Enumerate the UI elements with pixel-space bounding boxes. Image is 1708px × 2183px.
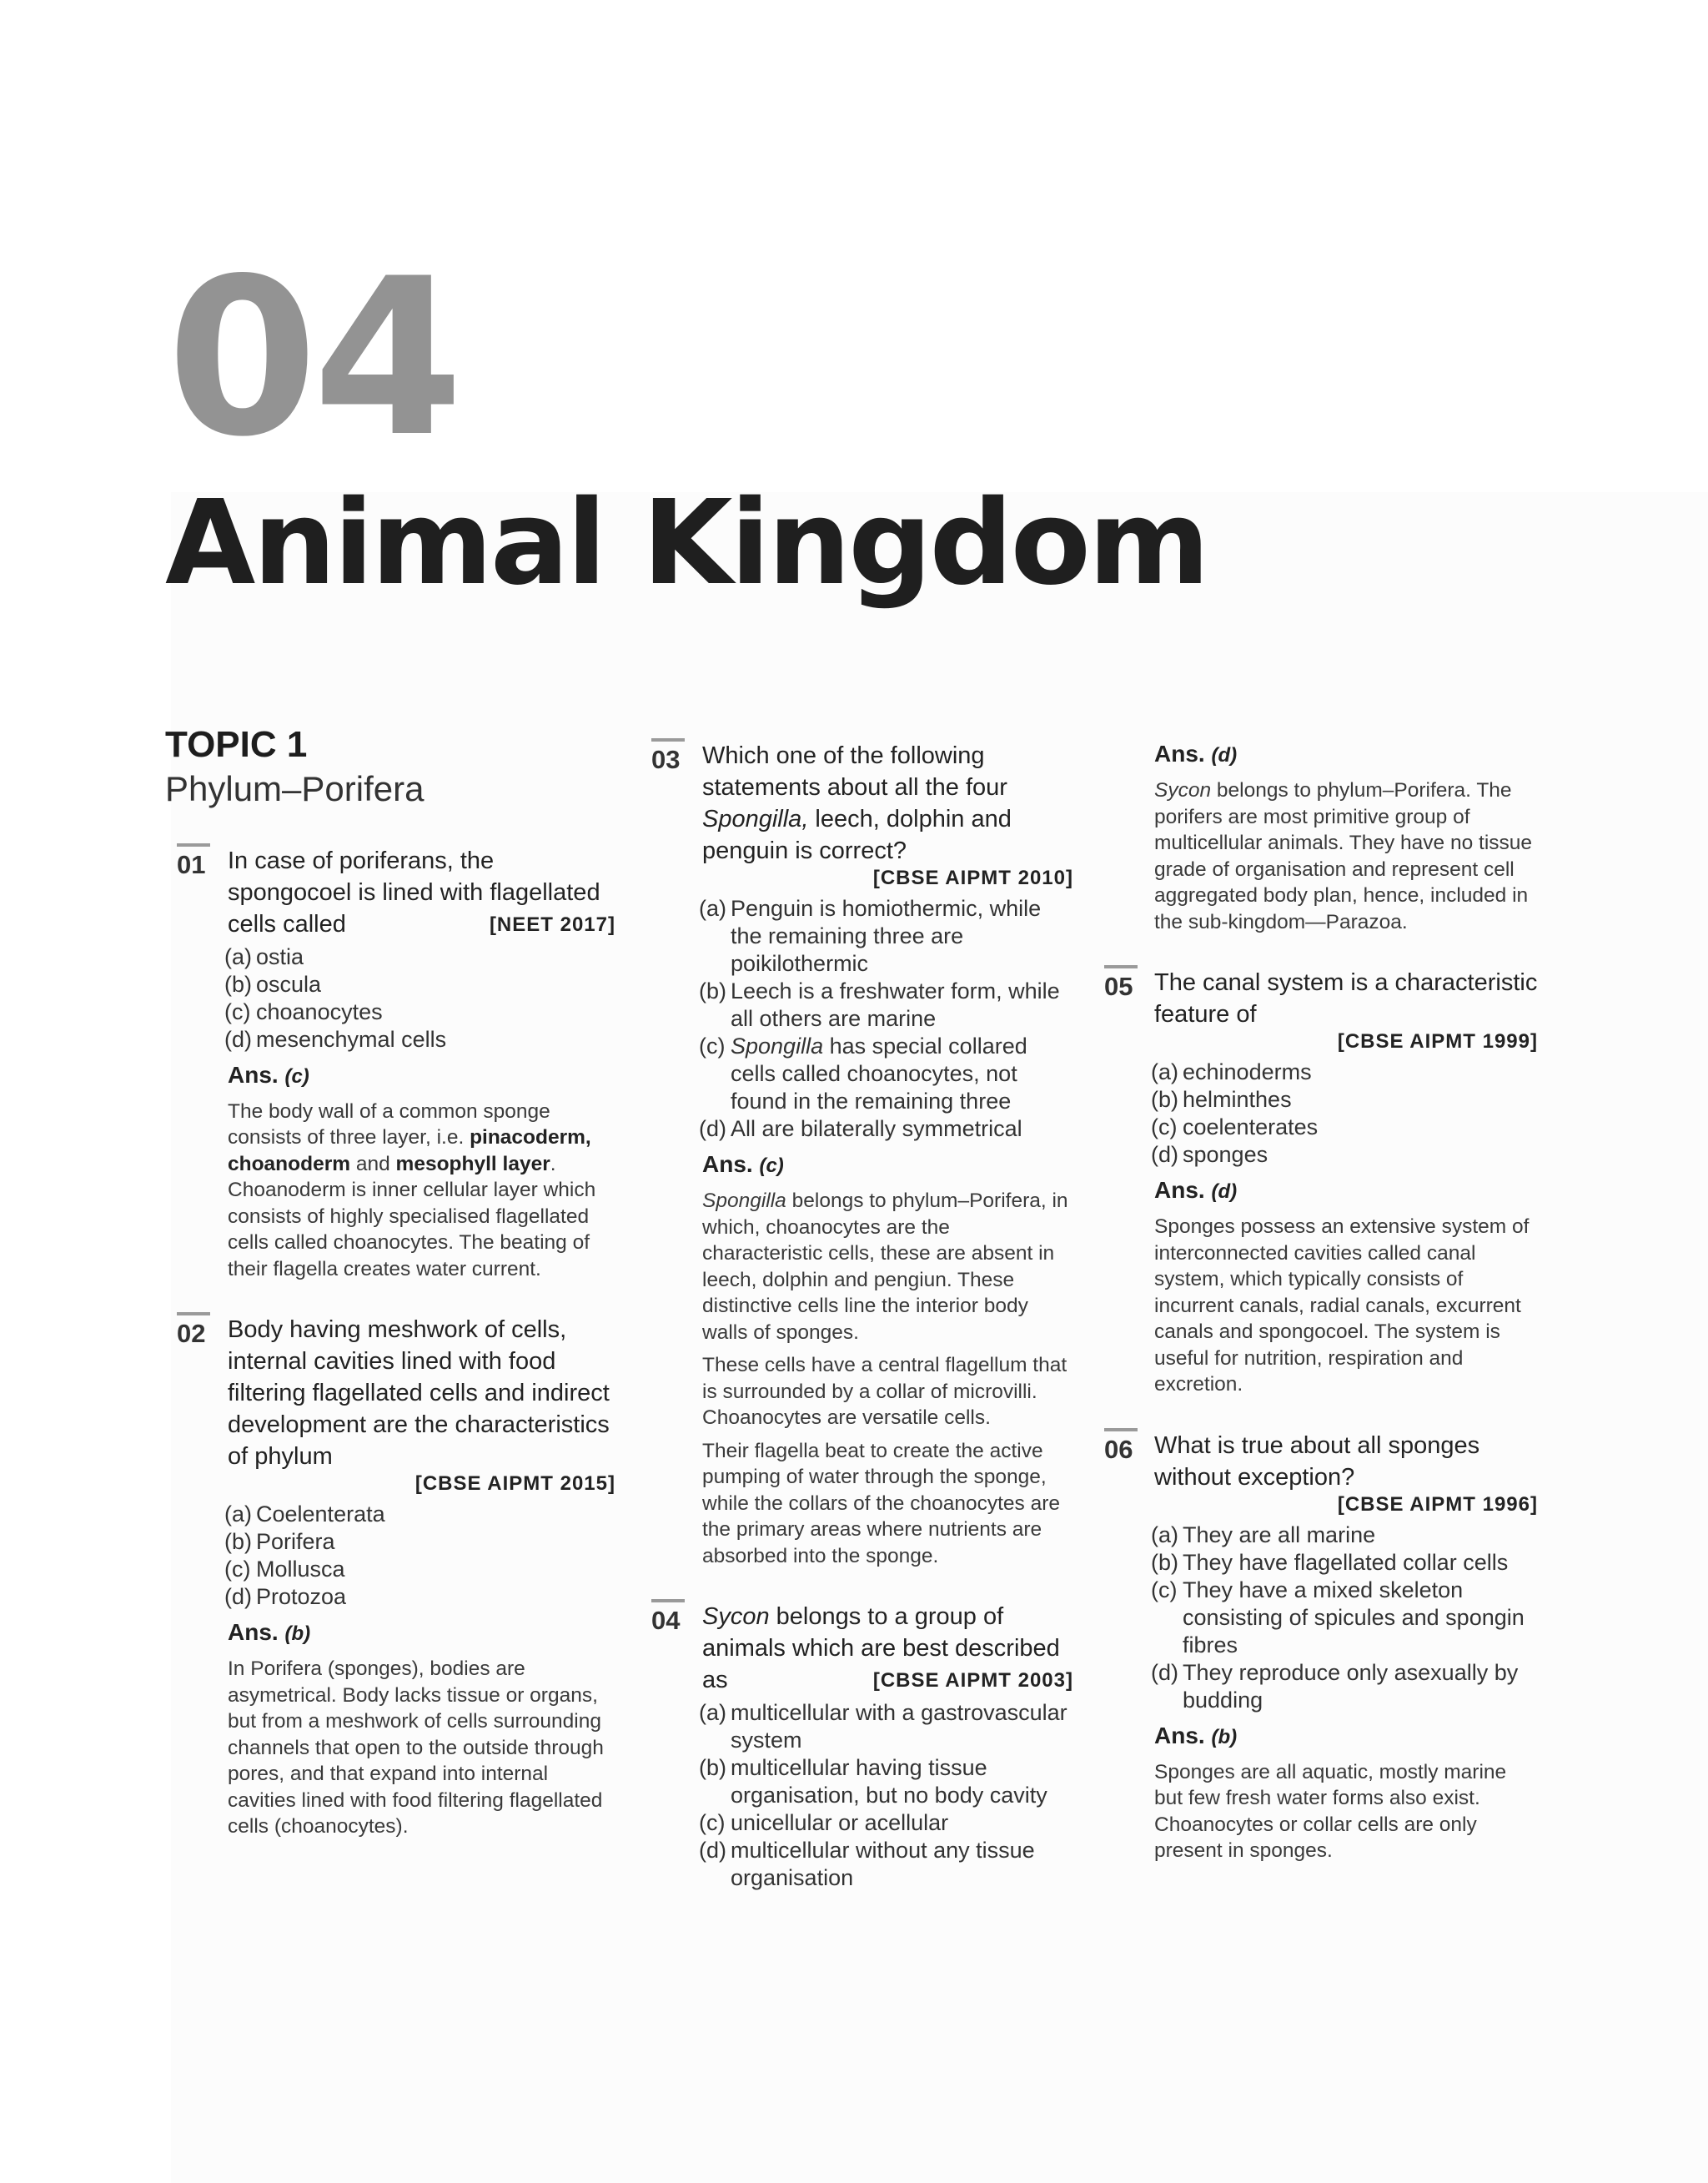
option-d: (d) multicellular without any tissue organisation — [699, 1838, 1035, 1890]
option-c: (c) Mollusca — [224, 1557, 345, 1582]
option-a: (a) multicellular with a gastrovascular system — [699, 1700, 1068, 1753]
option-c: (c) choanocytes — [224, 998, 383, 1024]
explanation: In Porifera (sponges), bodies are asymetrical. Body lacks tissue or organs, but from a meshwork of cells surrounding channels that open to the outside through pores, and that expand into internal cavities lined with food filtering flagellated cells (choanocytes). — [228, 1657, 604, 1838]
question-text: Which one of the following statements about all the four Spongilla, leech, dolphin and penguin is correct? — [702, 742, 1012, 864]
option-b: (b) Leech is a freshwater form, while all others are marine — [699, 978, 1060, 1031]
chapter-number: 04 — [167, 233, 459, 485]
exam-tag: [CBSE AIPMT 2003] — [872, 1669, 1073, 1692]
question-text: The canal system is a characteristic feature of — [1154, 969, 1538, 1028]
options-list — [699, 1699, 1073, 1892]
exam-tag: [CBSE AIPMT 2015] — [414, 1472, 615, 1496]
option-b: (b) helminthes — [1151, 1087, 1292, 1112]
question-number: 04 — [651, 1606, 681, 1635]
option-c: (c) coelenterates — [1151, 1114, 1319, 1139]
question-03 — [640, 738, 1073, 1569]
answer: Ans. (c) — [702, 1151, 784, 1177]
option-d: (d) Protozoa — [224, 1584, 347, 1610]
question-02 — [165, 1312, 615, 1840]
option-b: (b) Porifera — [224, 1529, 335, 1555]
question-number-bar — [1104, 1428, 1138, 1431]
exam-tag: [CBSE AIPMT 1996] — [1337, 1492, 1538, 1516]
question-06 — [1104, 1428, 1538, 1864]
topic-label: TOPIC 1 — [165, 724, 308, 765]
question-number-bar — [1104, 965, 1138, 968]
option-d: (d) sponges — [1151, 1142, 1268, 1167]
question-text: What is true about all sponges without exception? — [1154, 1431, 1480, 1491]
explanation: Sponges possess an extensive system of interconnected cavities called canal system, which typically consists of incurrent canals, radial canals, excurrent canals and spongocoel. The system is useful for nutrition, respiration and excretion. — [1154, 1215, 1530, 1396]
topic-subtitle: Phylum–Porifera — [165, 768, 424, 808]
question-text: Sycon belongs to a group of animals which are best described as [CBSE AIPMT 2003] — [702, 1603, 1073, 1693]
answer: Ans. (b) — [1154, 1722, 1238, 1748]
option-c: (c) unicellular or acellular — [699, 1810, 949, 1835]
question-number: 01 — [177, 849, 206, 879]
option-b: (b) multicellular having tissue organisation, but no body cavity — [699, 1755, 1047, 1808]
explanation-para-1: Spongilla belongs to phylum–Porifera, in which, choanocytes are the characteristic cells, these are absent in leech, dolphin and pengiun. These distinctive cells line the interior body walls of sponges. — [702, 1190, 1068, 1344]
question-text: Body having meshwork of cells, internal cavities lined with food filtering flagellated cells and indirect development are the characteristics of phylum — [228, 1316, 610, 1471]
chapter-title: Animal Kingdom — [165, 475, 1208, 611]
column-2 — [640, 738, 1073, 1922]
question-number-bar — [177, 843, 210, 847]
option-d: (d) mesenchymal cells — [224, 1026, 447, 1052]
question-number: 03 — [651, 745, 681, 774]
column-3 — [1104, 741, 1538, 1894]
question-number-bar — [651, 1599, 685, 1602]
options-list — [699, 895, 1073, 1143]
answer: Ans. (c) — [228, 1061, 309, 1088]
question-01 — [165, 843, 615, 1283]
option-b: (b) oscula — [224, 971, 322, 997]
question-number-bar — [177, 1312, 210, 1315]
question-number: 05 — [1104, 972, 1133, 1001]
explanation-para-2: These cells have a central flagellum that is surrounded by a collar of microvilli. Choanocytes are versatile cells. — [702, 1354, 1068, 1429]
option-c: (c) Spongilla has special collared cells called choanocytes, not found in the remaining three — [699, 1034, 1027, 1114]
option-a: (a) Coelenterata — [224, 1501, 385, 1527]
explanation: The body wall of a common sponge consists of three layer, i.e. pinacoderm, choanoderm and mesophyll layer. Choanoderm is inner cellular layer which consists of highly specialised flagellated cells called choanocytes. The beating of their flagella creates water current. — [228, 1099, 596, 1280]
question-04 — [640, 1599, 1073, 1892]
question-05 — [1104, 965, 1538, 1398]
option-a: (a) Penguin is homiothermic, while the remaining three are poikilothermic — [699, 896, 1042, 976]
option-a: (a) echinoderms — [1151, 1059, 1312, 1084]
options-list — [1151, 1522, 1538, 1714]
question-04-answer — [1104, 741, 1538, 935]
options-list — [1151, 1059, 1538, 1169]
options-list — [224, 943, 615, 1054]
exam-tag: [CBSE AIPMT 2010] — [872, 867, 1073, 889]
exam-tag: [CBSE AIPMT 1999] — [1337, 1030, 1538, 1053]
explanation: Sycon belongs to phylum–Porifera. The porifers are most primitive group of multicellular animals. They have no tissue grade of organisation and represent cell aggregated body plan, hence, included in the sub-kingdom—Parazoa. — [1154, 779, 1533, 933]
answer: Ans. (d) — [1154, 1177, 1238, 1203]
question-number: 02 — [177, 1319, 206, 1349]
column-1 — [165, 724, 615, 1870]
option-d: (d) All are bilaterally symmetrical — [699, 1116, 1022, 1141]
question-text: In case of poriferans, the spongocoel is lined with flagellated cells called [NEET 2017] — [228, 847, 615, 938]
option-c: (c) They have a mixed skeleton consisting of spicules and spongin fibres — [1151, 1577, 1525, 1657]
option-a: (a) They are all marine — [1151, 1522, 1376, 1547]
options-list — [224, 1501, 615, 1611]
question-number: 06 — [1104, 1434, 1133, 1464]
option-b: (b) They have flagellated collar cells — [1151, 1549, 1509, 1575]
question-number-bar — [651, 738, 685, 742]
explanation: Sponges are all aquatic, mostly marine but few fresh water forms also exist. Choanocytes or collar cells are only present in sponges. — [1154, 1760, 1507, 1862]
answer: Ans. (d) — [1154, 741, 1238, 767]
answer: Ans. (b) — [228, 1619, 311, 1646]
option-a: (a) ostia — [224, 943, 304, 969]
option-d: (d) They reproduce only asexually by budding — [1151, 1659, 1519, 1713]
explanation-para-3: Their flagella beat to create the active pumping of water through the sponge, while the collars of the choanocytes are the primary areas where nutrients are absorbed into the sponge. — [702, 1439, 1060, 1567]
exam-tag: [NEET 2017] — [489, 913, 615, 936]
